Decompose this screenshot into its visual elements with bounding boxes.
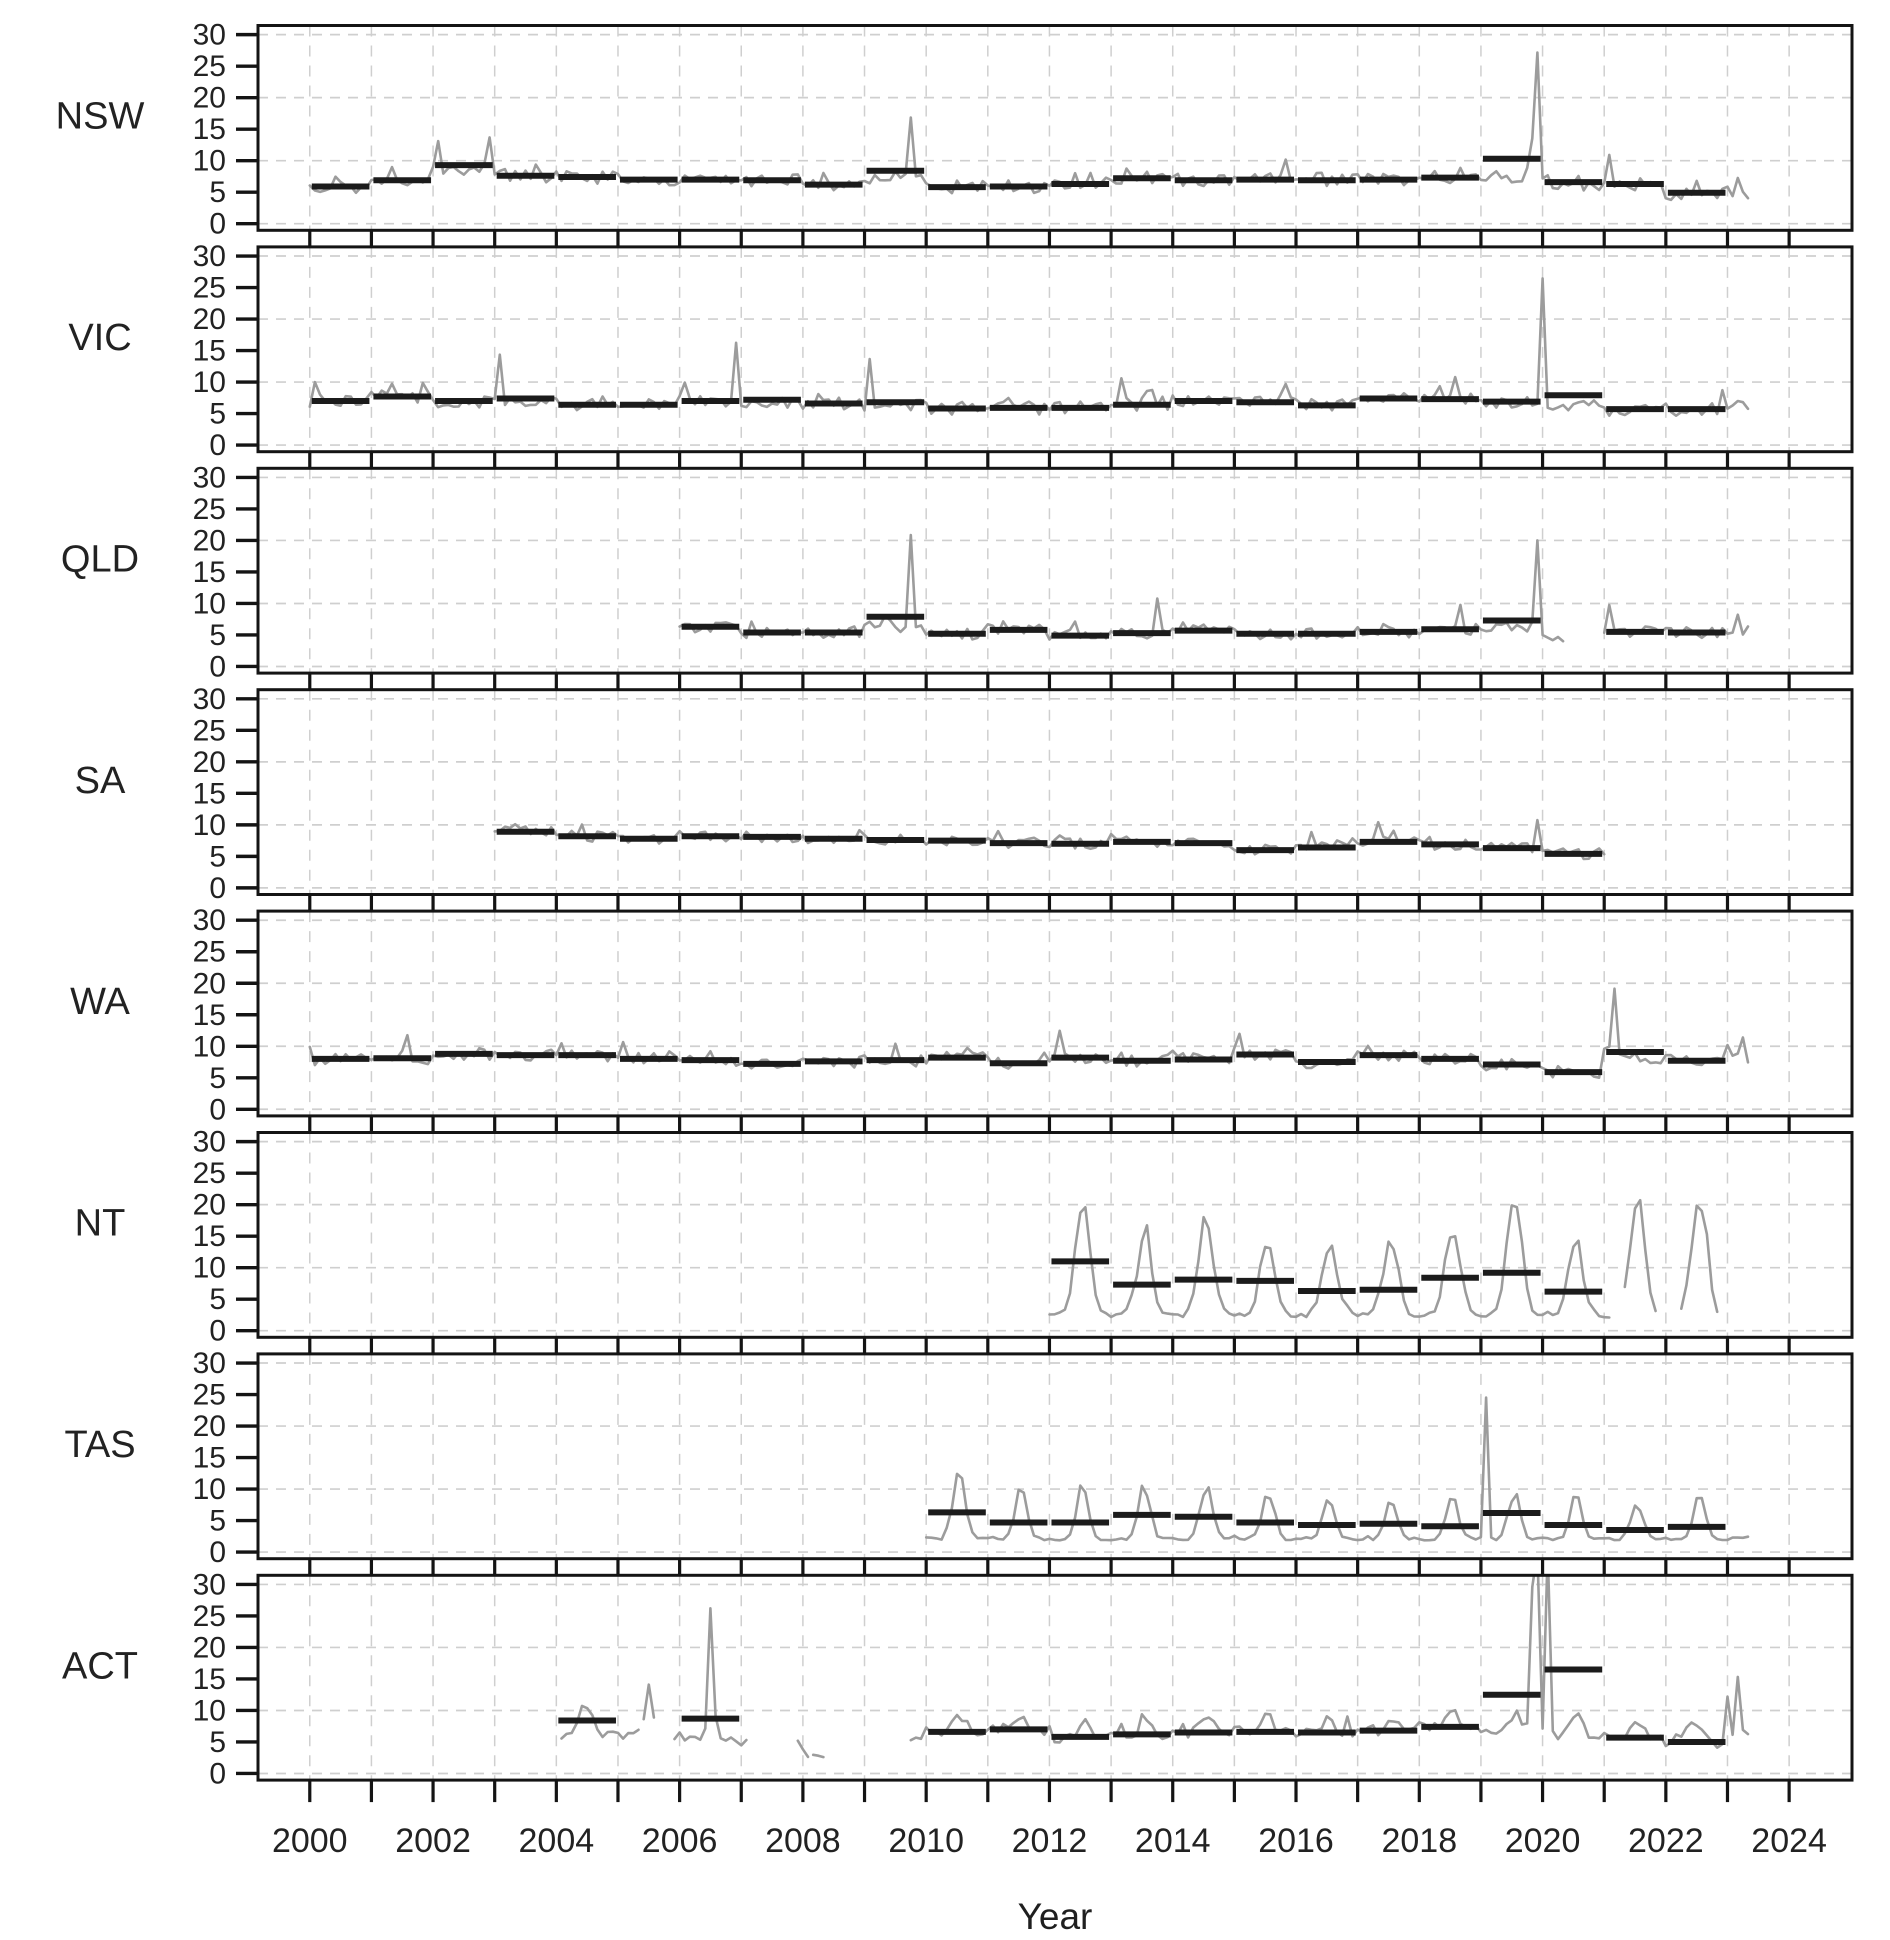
y-tick-label: 25 xyxy=(192,935,226,969)
y-tick-label: 30 xyxy=(192,240,226,274)
y-tick-label: 15 xyxy=(192,1662,226,1696)
y-tick-label: 15 xyxy=(192,113,226,147)
y-tick-label: 0 xyxy=(209,1757,226,1791)
y-tick-label: 25 xyxy=(192,1157,226,1191)
y-tick-label: 10 xyxy=(192,587,226,621)
y-tick-label: 25 xyxy=(192,714,226,748)
y-tick-label: 20 xyxy=(192,81,226,115)
y-tick-label: 0 xyxy=(209,1314,226,1348)
y-tick-label: 0 xyxy=(209,871,226,905)
y-tick-label: 5 xyxy=(209,1283,226,1317)
x-tick-label: 2006 xyxy=(641,1822,718,1861)
y-tick-label: 0 xyxy=(209,1093,226,1127)
y-tick-label: 5 xyxy=(209,840,226,874)
y-tick-label: 0 xyxy=(209,207,226,241)
y-tick-label: 5 xyxy=(209,397,226,431)
panel-label-vic: VIC xyxy=(68,316,132,359)
panel-label-sa: SA xyxy=(74,759,126,802)
y-tick-label: 10 xyxy=(192,1694,226,1728)
y-tick-label: 0 xyxy=(209,650,226,684)
panel-label-qld: QLD xyxy=(60,538,140,581)
y-tick-label: 20 xyxy=(192,303,226,337)
y-tick-label: 30 xyxy=(192,1125,226,1159)
y-tick-label: 5 xyxy=(209,1725,226,1759)
y-tick-label: 15 xyxy=(192,1220,226,1254)
y-tick-label: 0 xyxy=(209,1536,226,1570)
panel-label-wa: WA xyxy=(70,981,130,1024)
y-tick-label: 20 xyxy=(192,745,226,779)
y-tick-label: 10 xyxy=(192,366,226,400)
y-tick-label: 20 xyxy=(192,1188,226,1222)
y-tick-label: 15 xyxy=(192,1441,226,1475)
y-tick-label: 10 xyxy=(192,144,226,178)
x-tick-label: 2000 xyxy=(271,1822,348,1861)
y-tick-label: 10 xyxy=(192,1251,226,1285)
x-tick-label: 2010 xyxy=(888,1822,964,1861)
x-axis-title: Year xyxy=(1017,1896,1093,1937)
y-tick-label: 20 xyxy=(192,1631,226,1665)
x-tick-label: 2022 xyxy=(1628,1822,1704,1861)
x-tick-label: 2014 xyxy=(1134,1822,1211,1861)
x-tick-label: 2018 xyxy=(1381,1822,1458,1861)
y-tick-label: 20 xyxy=(192,524,226,558)
x-tick-label: 2024 xyxy=(1751,1822,1827,1861)
y-tick-label: 15 xyxy=(192,998,226,1032)
x-tick-label: 2004 xyxy=(518,1822,595,1861)
y-tick-label: 25 xyxy=(192,271,226,305)
x-tick-label: 2012 xyxy=(1011,1822,1088,1861)
y-tick-label: 30 xyxy=(192,1568,226,1602)
y-tick-label: 25 xyxy=(192,1599,226,1633)
x-tick-label: 2002 xyxy=(395,1822,471,1861)
y-tick-label: 5 xyxy=(209,1504,226,1538)
y-tick-label: 25 xyxy=(192,492,226,526)
y-tick-label: 30 xyxy=(192,18,226,52)
y-tick-label: 10 xyxy=(192,808,226,842)
panel-label-tas: TAS xyxy=(64,1423,136,1466)
y-tick-label: 15 xyxy=(192,777,226,811)
y-tick-label: 30 xyxy=(192,682,226,716)
y-tick-label: 0 xyxy=(209,429,226,463)
panel-label-nt: NT xyxy=(74,1202,126,1245)
y-tick-label: 15 xyxy=(192,555,226,589)
y-tick-label: 20 xyxy=(192,1410,226,1444)
y-tick-label: 30 xyxy=(192,461,226,495)
panel-label-act: ACT xyxy=(62,1645,138,1688)
y-tick-label: 5 xyxy=(209,176,226,210)
x-tick-label: 2016 xyxy=(1258,1822,1334,1861)
y-tick-label: 10 xyxy=(192,1473,226,1507)
y-tick-label: 30 xyxy=(192,1347,226,1381)
y-tick-label: 25 xyxy=(192,1378,226,1412)
y-tick-label: 25 xyxy=(192,50,226,84)
y-tick-label: 15 xyxy=(192,334,226,368)
x-tick-label: 2020 xyxy=(1504,1822,1581,1861)
y-tick-label: 20 xyxy=(192,967,226,1001)
x-tick-label: 2008 xyxy=(765,1822,841,1861)
y-tick-label: 10 xyxy=(192,1030,226,1064)
y-tick-label: 5 xyxy=(209,1061,226,1095)
y-tick-label: 5 xyxy=(209,618,226,652)
panel-label-nsw: NSW xyxy=(55,95,145,138)
y-tick-label: 30 xyxy=(192,904,226,938)
